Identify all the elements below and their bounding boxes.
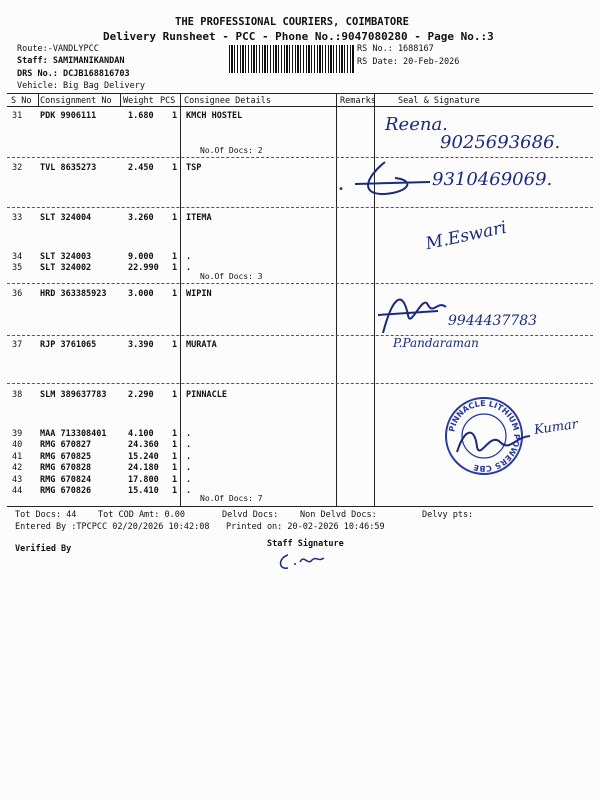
handwritten-phone: 9025693686. (440, 132, 561, 153)
row-consignee: TSP (186, 163, 202, 173)
row-consignee: . (186, 463, 192, 473)
row-pieces: 1 (172, 463, 178, 473)
runsheet-subtitle: Delivery Runsheet - PCC - Phone No.:9047080280 - Page No.:3 (103, 30, 494, 43)
col-consignee: Consignee Details (184, 96, 271, 106)
row-consignee: MURATA (186, 340, 217, 350)
row-pieces: 1 (172, 213, 178, 223)
row-consignment-number: RMG 670824 (40, 475, 92, 485)
handwritten-name: P.Pandaraman (393, 336, 479, 350)
row-sno: 40 (12, 440, 23, 450)
row-consignment-number: MAA 713308401 (40, 429, 107, 439)
row-weight: 3.390 (128, 340, 154, 350)
row-weight: 9.000 (128, 252, 154, 262)
row-consignment-number: SLT 324003 (40, 252, 92, 262)
row-weight: 24.360 (128, 440, 159, 450)
row-pieces: 1 (172, 252, 178, 262)
row-consignee: . (186, 263, 192, 273)
row-weight: 4.100 (128, 429, 154, 439)
row-consignment-number: RMG 670827 (40, 440, 92, 450)
row-consignee: . (186, 452, 192, 462)
non-delivered-docs: Non Delvd Docs: (300, 510, 377, 520)
row-consignment-number: SLT 324002 (40, 263, 92, 273)
row-consignee: ITEMA (186, 213, 212, 223)
row-pieces: 1 (172, 486, 178, 496)
handwritten-name: Reena. (385, 114, 448, 135)
row-weight: 1.680 (128, 111, 154, 121)
row-weight: 24.180 (128, 463, 159, 473)
row-weight: 2.290 (128, 390, 154, 400)
row-consignment-number: SLM 389637783 (40, 390, 107, 400)
handwritten-name: M.Eswari (423, 217, 509, 255)
row-sno: 42 (12, 463, 23, 473)
group-docs-count: No.Of Docs: 3 (200, 272, 263, 281)
handwritten-name: Kumar (533, 417, 579, 438)
row-sno: 38 (12, 390, 23, 400)
group-docs-count: No.Of Docs: 2 (200, 146, 263, 155)
printed-on: Printed on: 20-02-2026 10:46:59 (226, 522, 385, 532)
staff-signature-label: Staff Signature (267, 539, 344, 549)
row-pieces: 1 (172, 111, 178, 121)
signature-scribble (378, 285, 448, 340)
row-weight: 3.260 (128, 213, 154, 223)
delivery-points: Delvy pts: (422, 510, 474, 520)
row-consignment-number: SLT 324004 (40, 213, 92, 223)
entered-by: Entered By :TPCPCC 02/20/2026 10:42:08 (15, 522, 210, 532)
row-pieces: 1 (172, 429, 178, 439)
staff: Staff: SAMIMANIKANDAN (17, 56, 125, 66)
row-consignment-number: TVL 8635273 (40, 163, 97, 173)
row-weight: 17.800 (128, 475, 159, 485)
delivered-docs: Delvd Docs: (222, 510, 279, 520)
row-consignee: . (186, 252, 192, 262)
row-consignee: PINNACLE (186, 390, 227, 400)
row-pieces: 1 (172, 390, 178, 400)
handwritten-phone: 9310469069. (432, 169, 553, 190)
vehicle: Vehicle: Big Bag Delivery (17, 81, 145, 91)
row-consignment-number: RMG 670826 (40, 486, 92, 496)
row-pieces: 1 (172, 340, 178, 350)
row-sno: 44 (12, 486, 23, 496)
col-pcs: PCS (160, 96, 176, 106)
route: Route:-VANDLYPCC (17, 44, 99, 54)
col-sno: S No (11, 96, 32, 106)
row-consignment-number: RMG 670825 (40, 452, 92, 462)
group-docs-count: No.Of Docs: 7 (200, 494, 263, 503)
row-pieces: 1 (172, 263, 178, 273)
row-consignee: WIPIN (186, 289, 212, 299)
company-name: THE PROFESSIONAL COURIERS, COIMBATORE (175, 16, 409, 28)
row-consignee: . (186, 440, 192, 450)
row-sno: 43 (12, 475, 23, 485)
row-consignee: . (186, 475, 192, 485)
row-weight: 3.000 (128, 289, 154, 299)
row-consignee: . (186, 429, 192, 439)
col-remarks: Remarks (340, 96, 376, 106)
signature-scribble (455, 422, 535, 462)
row-consignment-number: RMG 670828 (40, 463, 92, 473)
rs-date: RS Date: 20-Feb-2026 (357, 57, 460, 67)
row-sno: 41 (12, 452, 23, 462)
row-weight: 15.410 (128, 486, 159, 496)
row-weight: 15.240 (128, 452, 159, 462)
drs-number: DRS No.: DCJB168816703 (17, 69, 130, 79)
row-sno: 36 (12, 289, 23, 299)
row-pieces: 1 (172, 440, 178, 450)
col-seal-signature: Seal & Signature (398, 96, 480, 106)
row-sno: 31 (12, 111, 23, 121)
row-sno: 39 (12, 429, 23, 439)
row-consignee: . (186, 486, 192, 496)
col-weight: Weight (123, 96, 154, 106)
row-weight: 2.450 (128, 163, 154, 173)
col-consignment: Consignment No (40, 96, 112, 106)
row-pieces: 1 (172, 289, 178, 299)
row-pieces: 1 (172, 475, 178, 485)
verified-by: Verified By (15, 544, 72, 554)
signature-scribble (355, 160, 435, 205)
row-pieces: 1 (172, 452, 178, 462)
row-sno: 32 (12, 163, 23, 173)
total-docs: Tot Docs: 44 (15, 510, 77, 520)
row-pieces: 1 (172, 163, 178, 173)
row-sno: 33 (12, 213, 23, 223)
row-sno: 35 (12, 263, 23, 273)
staff-signature-scribble (278, 550, 328, 575)
rs-number: RS No.: 1688167 (357, 44, 434, 54)
row-weight: 22.990 (128, 263, 159, 273)
row-consignment-number: PDK 9906111 (40, 111, 97, 121)
total-cod: Tot COD Amt: 0.00 (98, 510, 185, 520)
row-consignment-number: RJP 3761065 (40, 340, 97, 350)
row-consignment-number: HRD 363385923 (40, 289, 107, 299)
svg-text:PINNACLE LITHIUM POWERS CBE: PINNACLE LITHIUM POWERS CBE (447, 398, 522, 474)
handwritten-phone: 9944437783 (448, 313, 538, 329)
row-sno: 37 (12, 340, 23, 350)
row-consignee: KMCH HOSTEL (186, 111, 243, 121)
barcode (229, 45, 355, 73)
row-sno: 34 (12, 252, 23, 262)
